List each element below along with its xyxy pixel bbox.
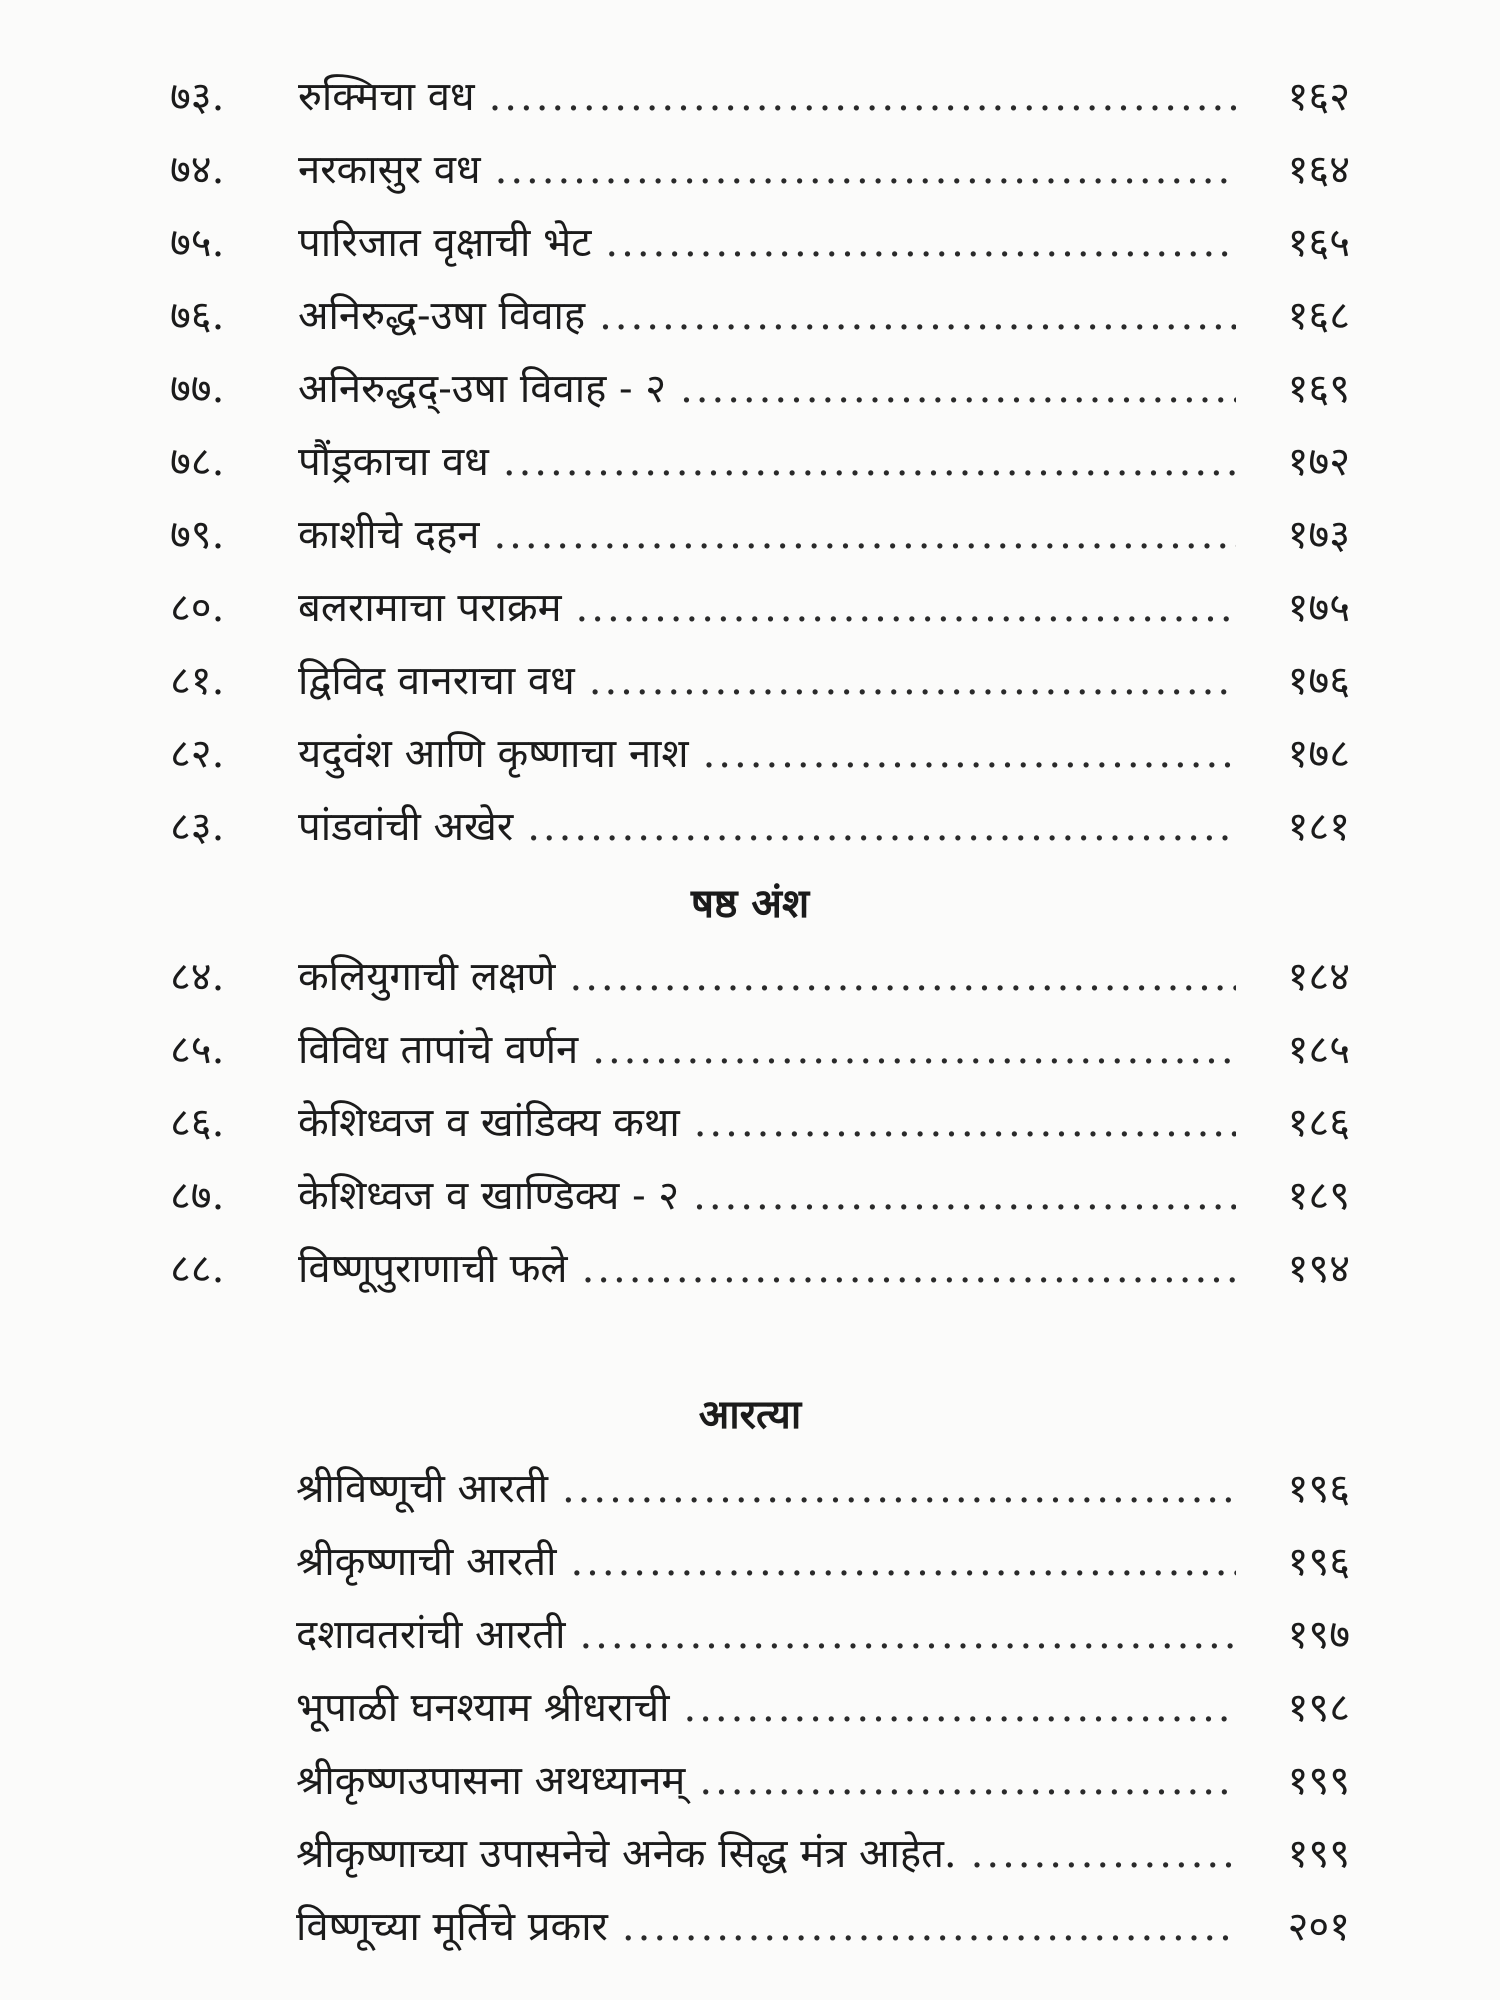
- entry-page: १६५: [1287, 219, 1350, 266]
- toc-entry: [170, 717, 1350, 790]
- toc-entry: [170, 498, 1350, 571]
- toc-entry: [170, 1086, 1350, 1159]
- entry-number: ८६.: [170, 1099, 225, 1146]
- dot-leader: [683, 1688, 1236, 1728]
- entry-page: १९९: [1287, 1757, 1350, 1804]
- entry-number: ७८.: [170, 438, 225, 485]
- entry-number: ८७.: [170, 1172, 225, 1219]
- entry-number: ७३.: [170, 73, 225, 120]
- entry-number: ८४.: [170, 953, 225, 1000]
- toc-section-2: [170, 940, 1350, 1305]
- entry-page: १६४: [1287, 146, 1350, 193]
- entry-title: विष्णूच्या मूर्तिचे प्रकार: [296, 1903, 608, 1950]
- toc-entry: [296, 1452, 1350, 1525]
- toc-entry: [296, 1817, 1350, 1890]
- entry-page: १७३: [1287, 511, 1350, 558]
- entry-page: १९४: [1287, 1245, 1350, 1292]
- dot-leader: [489, 77, 1236, 117]
- toc-entry: [170, 1232, 1350, 1305]
- entry-number: ८५.: [170, 1026, 225, 1073]
- entry-page: १८६: [1287, 1099, 1350, 1146]
- entry-title: अनिरुद्धद्-उषा विवाह - २: [298, 365, 667, 412]
- entry-page: १९८: [1287, 1684, 1350, 1731]
- dot-leader: [562, 1469, 1236, 1509]
- dot-leader: [582, 1249, 1236, 1289]
- toc-entry: [296, 1525, 1350, 1598]
- entry-title: विष्णूपुराणाची फले: [298, 1245, 568, 1292]
- entry-title: श्रीकृष्णाच्या उपासनेचे अनेक सिद्ध मंत्र आहेत.: [296, 1830, 957, 1877]
- entry-page: १९६: [1287, 1465, 1350, 1512]
- toc-entry: [170, 644, 1350, 717]
- toc-entry: [170, 425, 1350, 498]
- toc-entry: [296, 1890, 1350, 1963]
- toc-entry: [170, 1159, 1350, 1232]
- entry-page: १७५: [1287, 584, 1350, 631]
- entry-page: १९७: [1287, 1611, 1350, 1658]
- dot-leader: [503, 442, 1236, 482]
- entry-title: काशीचे दहन: [298, 511, 480, 558]
- entry-number: ८२.: [170, 730, 225, 777]
- toc-entry: [170, 279, 1350, 352]
- entry-number: ७९.: [170, 511, 225, 558]
- toc-entry: [170, 133, 1350, 206]
- entry-page: १९६: [1287, 1538, 1350, 1585]
- entry-title: विविध तापांचे वर्णन: [298, 1026, 579, 1073]
- entry-page: १६९: [1287, 365, 1350, 412]
- toc-entry: [170, 790, 1350, 863]
- entry-title: कलियुगाची लक्षणे: [298, 953, 556, 1000]
- toc-entry: [170, 940, 1350, 1013]
- section-heading-shashtha-ansh: षष्ठ अंश: [690, 880, 810, 927]
- dot-leader: [589, 661, 1236, 701]
- entry-page: १८५: [1287, 1026, 1350, 1073]
- entry-title: केशिध्वज व खाण्डिक्य - २: [298, 1172, 680, 1219]
- dot-leader: [605, 223, 1236, 263]
- dot-leader: [693, 1176, 1236, 1216]
- entry-page: १६८: [1287, 292, 1350, 339]
- entry-page: १८४: [1287, 953, 1350, 1000]
- entry-title: द्विविद वानराचा वध: [298, 657, 575, 704]
- dot-leader: [599, 296, 1236, 336]
- entry-title: श्रीविष्णूची आरती: [296, 1465, 548, 1512]
- entry-title: अनिरुद्ध-उषा विवाह: [298, 292, 586, 339]
- toc-entry: [170, 352, 1350, 425]
- entry-page: १८९: [1287, 1172, 1350, 1219]
- dot-leader: [694, 1103, 1236, 1143]
- entry-number: ८१.: [170, 657, 225, 704]
- dot-leader: [699, 1761, 1236, 1801]
- entry-title: श्रीकृष्णउपासना अथध्यानम्: [296, 1757, 686, 1804]
- dot-leader: [971, 1834, 1236, 1874]
- entry-number: ७७.: [170, 365, 225, 412]
- entry-title: नरकासुर वध: [298, 146, 481, 193]
- section-heading-aartya: आरत्या: [698, 1391, 802, 1438]
- toc-entry: [296, 1744, 1350, 1817]
- toc-section-1: [170, 60, 1350, 863]
- entry-number: ८३.: [170, 803, 225, 850]
- toc-entry: [170, 60, 1350, 133]
- dot-leader: [570, 1542, 1236, 1582]
- toc-entry: [170, 1013, 1350, 1086]
- toc-entry: [296, 1598, 1350, 1671]
- entry-title: पांडवांची अखेर: [298, 803, 514, 850]
- entry-title: केशिध्वज व खांडिक्य कथा: [298, 1099, 680, 1146]
- dot-leader: [703, 734, 1236, 774]
- toc-entry: [296, 1671, 1350, 1744]
- dot-leader: [527, 807, 1236, 847]
- entry-title: यदुवंश आणि कृष्णाचा नाश: [298, 730, 689, 777]
- entry-title: रुक्मिचा वध: [298, 73, 475, 120]
- entry-number: ७५.: [170, 219, 225, 266]
- toc-entry: [170, 571, 1350, 644]
- dot-leader: [495, 150, 1236, 190]
- dot-leader: [576, 588, 1236, 628]
- entry-page: २०१: [1287, 1903, 1350, 1950]
- dot-leader: [569, 957, 1236, 997]
- entry-title: श्रीकृष्णाची आरती: [296, 1538, 557, 1585]
- entry-title: पौंड्रकाचा वध: [298, 438, 489, 485]
- entry-title: दशावतरांची आरती: [296, 1611, 566, 1658]
- dot-leader: [493, 515, 1236, 555]
- entry-title: बलरामाचा पराक्रम: [298, 584, 562, 631]
- entry-page: १९९: [1287, 1830, 1350, 1877]
- entry-page: १७२: [1287, 438, 1350, 485]
- entry-number: ७६.: [170, 292, 225, 339]
- entry-number: ८८.: [170, 1245, 225, 1292]
- entry-page: १७८: [1287, 730, 1350, 777]
- dot-leader: [592, 1030, 1236, 1070]
- dot-leader: [579, 1615, 1236, 1655]
- entry-number: ७४.: [170, 146, 225, 193]
- dot-leader: [680, 369, 1236, 409]
- entry-title: भूपाळी घनश्याम श्रीधराची: [296, 1684, 670, 1731]
- entry-title: पारिजात वृक्षाची भेट: [298, 219, 592, 266]
- entry-page: १८१: [1287, 803, 1350, 850]
- dot-leader: [622, 1907, 1236, 1947]
- entry-page: १७६: [1287, 657, 1350, 704]
- toc-section-aartya: [296, 1452, 1350, 1963]
- entry-page: १६२: [1287, 73, 1350, 120]
- entry-number: ८०.: [170, 584, 225, 631]
- toc-entry: [170, 206, 1350, 279]
